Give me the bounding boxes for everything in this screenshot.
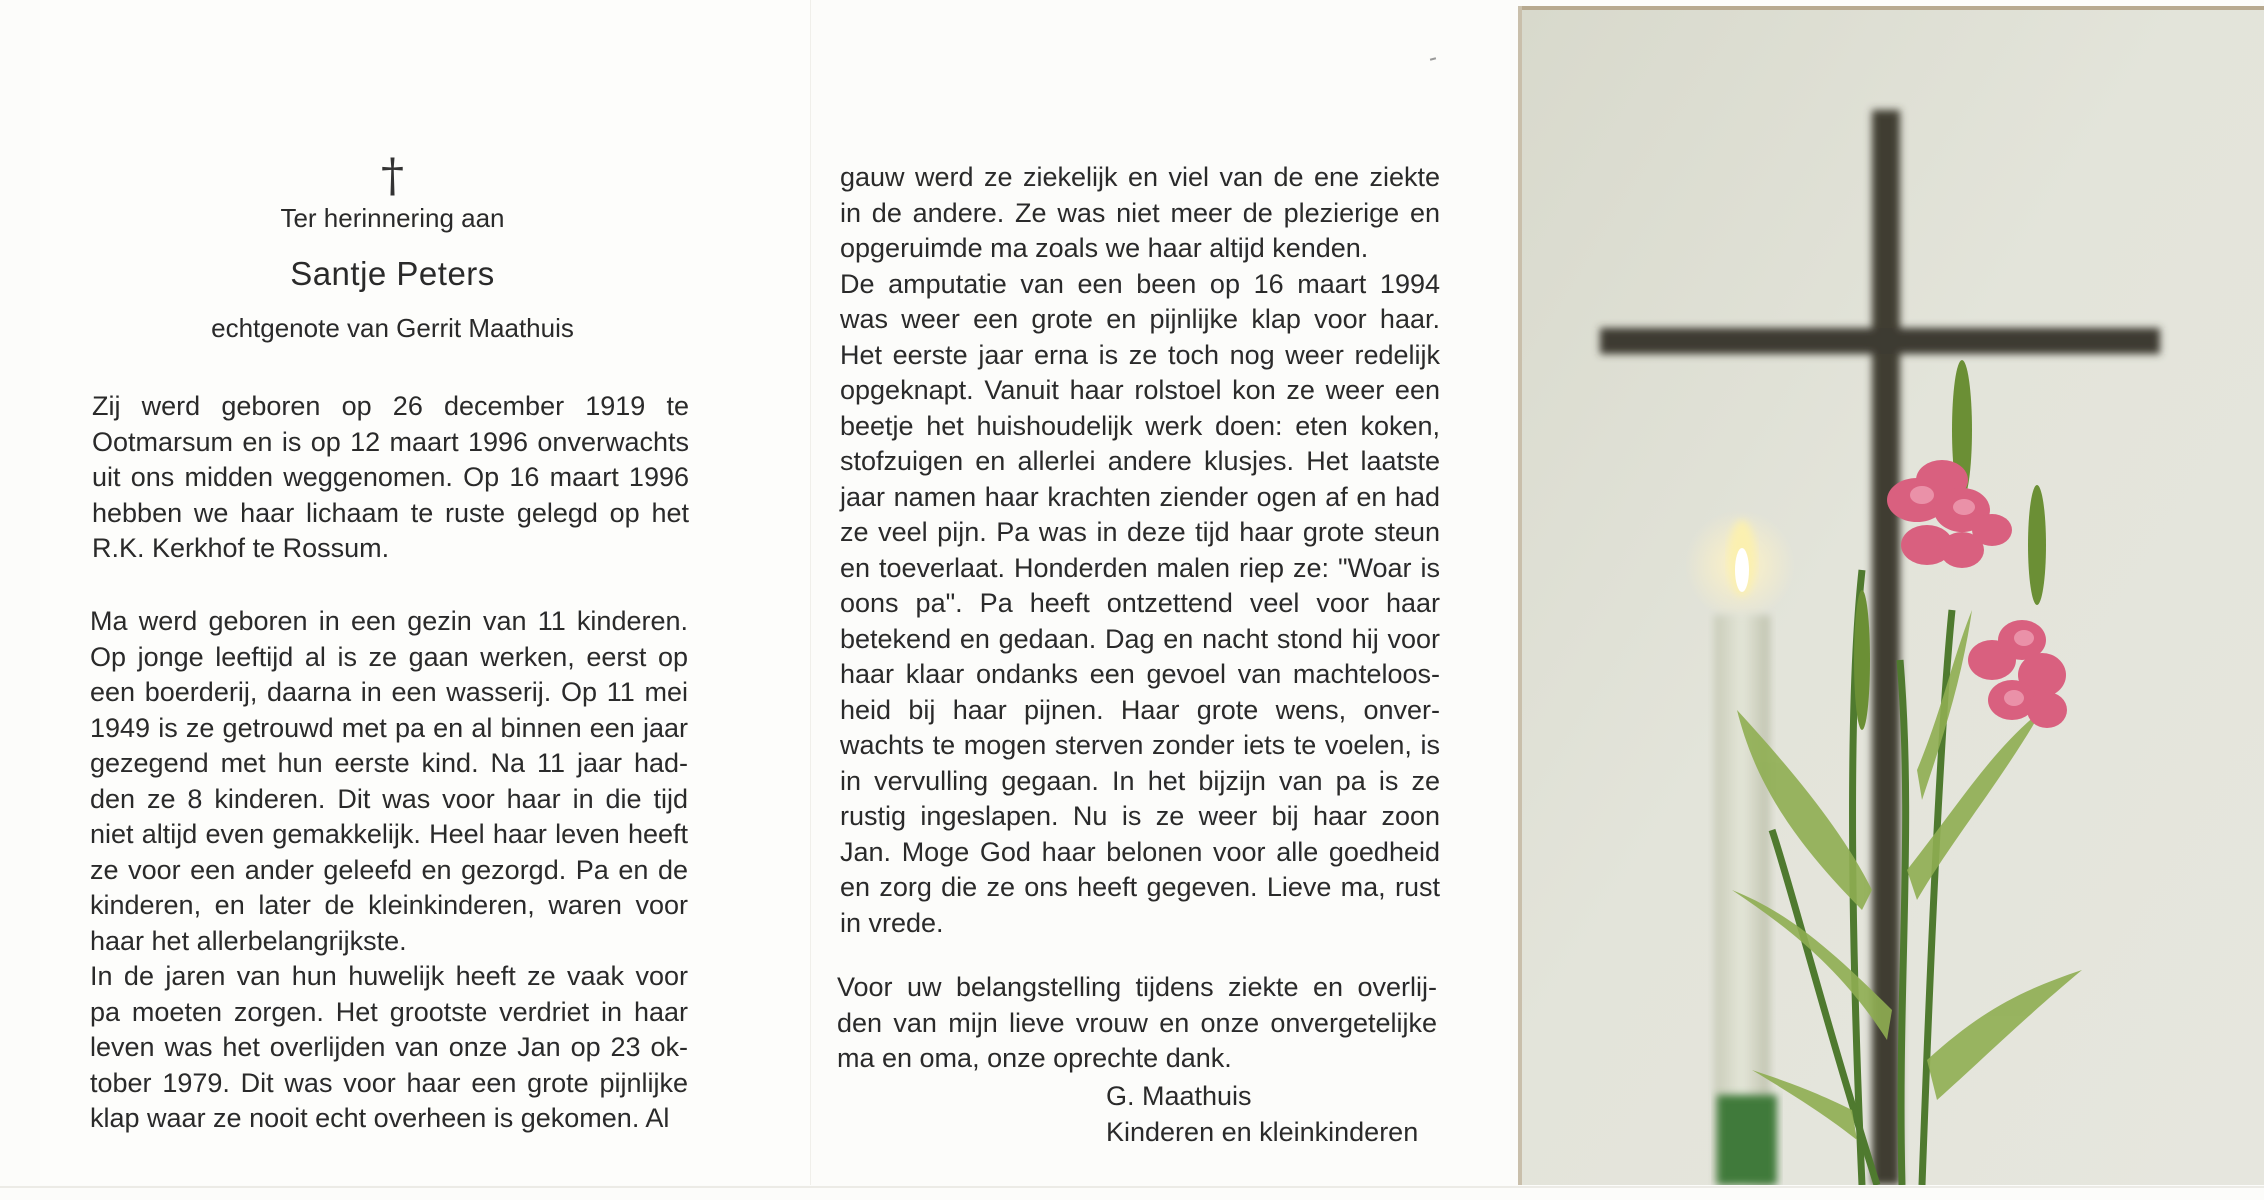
card-bottom-edge <box>0 1186 2264 1188</box>
spouse-line: echtgenote van Gerrit Maathuis <box>211 313 574 343</box>
signature-family: Kinderen en kleinkinderen <box>1106 1117 1419 1147</box>
cross-icon: † <box>381 148 404 202</box>
family-text: Ma werd geboren in een gezin van 11 kinderen. Op jonge leeftijd al is ze gaan werken, eerst op een boerderij, daarna in een wasserij. Op 11 mei 1949 is ze getrouwd met pa en al binnen een jaar gezegend met hun eerste kind. Na 11 jaar had-den ze 8 kinderen. Dit was voor haar in die tijd niet altijd even gemakkelijk. Heel haar leven heeft ze voor een ander geleefd en gezorgd. Pa en de kinderen, en later de kleinkinderen, waren voor haar het allerbelangrijkste. <box>90 606 688 956</box>
biography-column-2 <box>840 160 1440 941</box>
marriage-text: In de jaren van hun huwelijk heeft ze vaak voor pa moeten zorgen. Het grootste verdriet in haar leven was het overlijden van onze Jan op 23 ok-tober 1979. Dit was voor haar een grote pijnlijke klap waar ze nooit echt overheen is gekomen. Al <box>90 961 688 1133</box>
remembrance-intro: Ter herinnering aan <box>280 203 505 233</box>
deceased-name: Santje Peters <box>290 255 495 292</box>
photo-illustration <box>1522 10 2264 1185</box>
biography-paragraph-1 <box>92 389 689 567</box>
card-header <box>90 150 695 344</box>
thanks-block <box>837 970 1437 1077</box>
signature <box>1106 1078 1418 1150</box>
signature-name: G. Maathuis <box>1106 1081 1252 1111</box>
last-years-text: De amputatie van een been op 16 maart 1994 was weer een grote en pijnlijke klap voor haar. Het eerste jaar erna is ze toch nog weer redelijk opgeknapt. Vanuit haar rolstoel kon ze weer een beetje het huishoudelijk werk doen: eten koken, stofzuigen en allerlei andere klusjes. Het laatste jaar namen haar krachten ziender ogen af en had ze veel pijn. Pa was in deze tijd haar grote steun en toeverlaat. Honderden malen riep ze: "Woar is oons pa". Pa heeft ontzettend veel voor haar betekend en gedaan. Dag en nacht stond hij voor haar klaar ondanks een gevoel van machteloos-heid bij haar pijnen. Haar grote wens, onver-wachts te mogen sterven zonder iets te voelen, is in vervulling gegaan. In het bijzijn van pa is ze rustig ingeslapen. Nu is ze weer bij haar zoon Jan. Moge God haar belonen voor alle goedheid en zorg die ze ons heeft gegeven. Lieve ma, rust in vrede. <box>840 268 1440 938</box>
cross-candle-flowers-photo <box>1522 10 2264 1185</box>
biography-column-1 <box>90 604 688 1137</box>
thanks-text: Voor uw belangstelling tijdens ziekte en overlij-den van mijn lieve vrouw en onze onvergetelijke ma en oma, onze oprechte dank. <box>837 972 1437 1073</box>
birth-death-text: Zij werd geboren op 26 december 1919 te Ootmarsum en is op 12 maart 1996 onverwachts uit ons midden weggenomen. Op 16 maart 1996 hebben we haar lichaam te ruste gelegd op het R.K. Kerkhof te Rossum. <box>92 391 689 563</box>
illness-text: gauw werd ze ziekelijk en viel van de ene ziekte in de andere. Ze was niet meer de plezierige en opgeruimde ma zoals we haar altijd kenden. <box>840 162 1440 263</box>
